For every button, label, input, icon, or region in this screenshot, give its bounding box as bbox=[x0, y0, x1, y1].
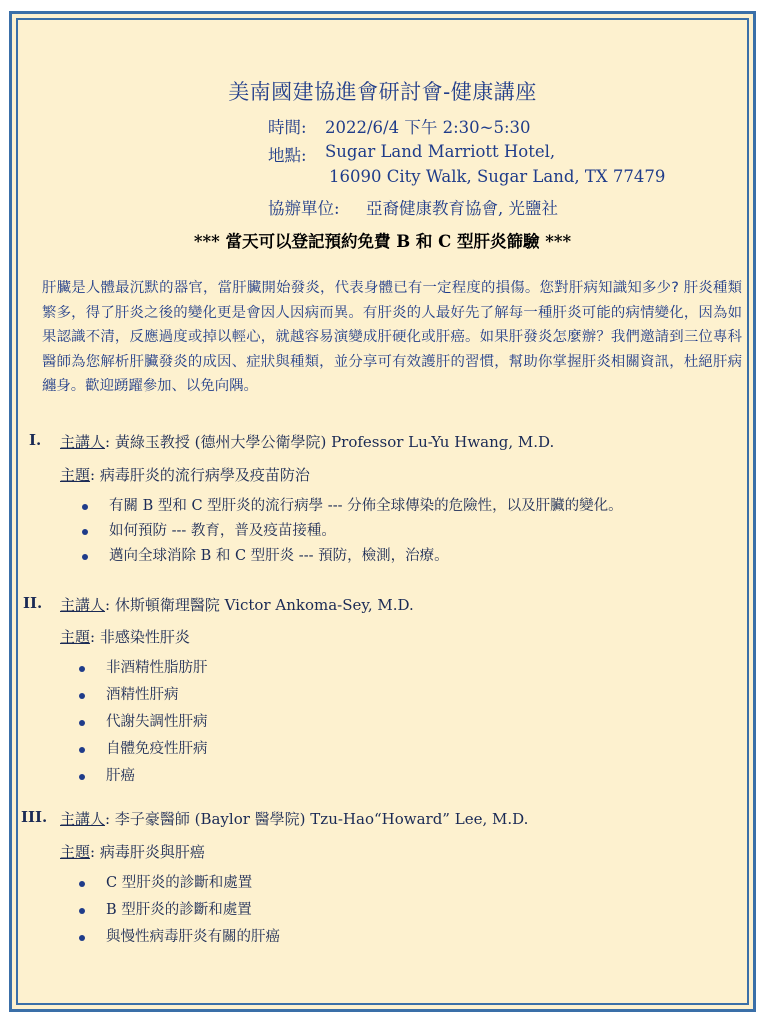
section-3-speaker bbox=[60, 808, 528, 829]
flyer-frame bbox=[9, 11, 756, 1012]
section-2-topic bbox=[60, 626, 190, 647]
list-item: 非酒精性脂肪肝 bbox=[79, 655, 208, 682]
time-value: 2022/6/4 下午 2:30~5:30 bbox=[325, 118, 531, 137]
list-item: 如何預防 --- 教育，普及疫苗接種。 bbox=[82, 519, 623, 544]
list-item: 自體免疫性肝病 bbox=[79, 736, 208, 763]
section-3-speaker-text: : 李子豪醫師 (Baylor 醫學院) Tzu-Hao“Howard” Lee, M.D. bbox=[105, 810, 529, 828]
section-3-topic-text: : 病毒肝炎與肝癌 bbox=[90, 843, 205, 861]
time-label: 時間: bbox=[268, 118, 307, 137]
section-1-topic-text: : 病毒肝炎的流行病學及疫苗防治 bbox=[90, 466, 310, 484]
cohost-label: 協辦單位: bbox=[268, 199, 340, 218]
section-1-speaker-text: : 黃綠玉教授 (德州大學公衛學院) Professor Lu-Yu Hwang, M.D. bbox=[105, 433, 555, 451]
list-item: B 型肝炎的診斷和處置 bbox=[79, 897, 280, 924]
cohost-value: 亞裔健康教育協會, 光鹽社 bbox=[366, 199, 558, 218]
section-3-speaker-label: 主講人 bbox=[60, 810, 106, 828]
list-item: 肝癌 bbox=[79, 763, 208, 790]
section-1-speaker-label: 主講人 bbox=[60, 433, 106, 451]
section-3-bullets bbox=[79, 870, 280, 951]
list-item: 代謝失調性肝病 bbox=[79, 709, 208, 736]
section-3-topic bbox=[60, 841, 205, 862]
section-2-numeral: II. bbox=[23, 594, 43, 612]
list-item: 與慢性病毒肝炎有關的肝癌 bbox=[79, 924, 280, 951]
list-item: C 型肝炎的診斷和處置 bbox=[79, 870, 280, 897]
section-1-topic-label: 主題 bbox=[60, 466, 91, 484]
section-2-speaker-text: : 休斯頓衛理醫院 Victor Ankoma-Sey, M.D. bbox=[105, 596, 414, 614]
location-label: 地點: bbox=[268, 146, 307, 165]
section-1-numeral: I. bbox=[29, 431, 42, 449]
section-1-topic bbox=[60, 464, 310, 485]
event-title: 美南國建協進會研討會-健康講座 bbox=[228, 80, 537, 104]
list-item: 邁向全球消除 B 和 C 型肝炎 --- 預防，檢測，治療。 bbox=[82, 544, 623, 569]
list-item: 有關 B 型和 C 型肝炎的流行病學 --- 分佈全球傳染的危險性，以及肝臟的變化。 bbox=[82, 494, 623, 519]
section-2-topic-text: : 非感染性肝炎 bbox=[90, 628, 190, 646]
section-3-numeral: III. bbox=[21, 808, 48, 826]
location-line-1: Sugar Land Marriott Hotel, bbox=[325, 142, 556, 161]
section-2-bullets bbox=[79, 655, 208, 790]
free-screening-notice: *** 當天可以登記預約免費 B 和 C 型肝炎篩驗 *** bbox=[193, 232, 572, 251]
location-line-2: 16090 City Walk, Sugar Land, TX 77479 bbox=[329, 167, 666, 186]
section-1-bullets bbox=[82, 494, 623, 569]
section-3-topic-label: 主題 bbox=[60, 843, 91, 861]
section-1-speaker bbox=[60, 431, 554, 452]
section-2-speaker bbox=[60, 594, 414, 615]
list-item: 酒精性肝病 bbox=[79, 682, 208, 709]
intro-paragraph: 肝臟是人體最沉默的器官，當肝臟開始發炎，代表身體已有一定程度的損傷。您對肝病知識知多少? 肝炎種類繁多，得了肝炎之後的變化更是會因人因病而異。有肝炎的人最好先了解每一種肝炎可能的病情變化，因為如果認識不清，反應過度或掉以輕心，就越容易演變成肝硬化或肝癌。如果肝發炎怎麼辦？我們邀請到三位專科醫師為您解析肝臟發炎的成因、症狀與種類，並分享可有效護肝的習慣，幫助你掌握肝炎相關資訊，杜絕肝病纏身。歡迎踴躍參加、以免向隅。 bbox=[42, 280, 742, 394]
section-2-topic-label: 主題 bbox=[60, 628, 91, 646]
section-2-speaker-label: 主講人 bbox=[60, 596, 106, 614]
